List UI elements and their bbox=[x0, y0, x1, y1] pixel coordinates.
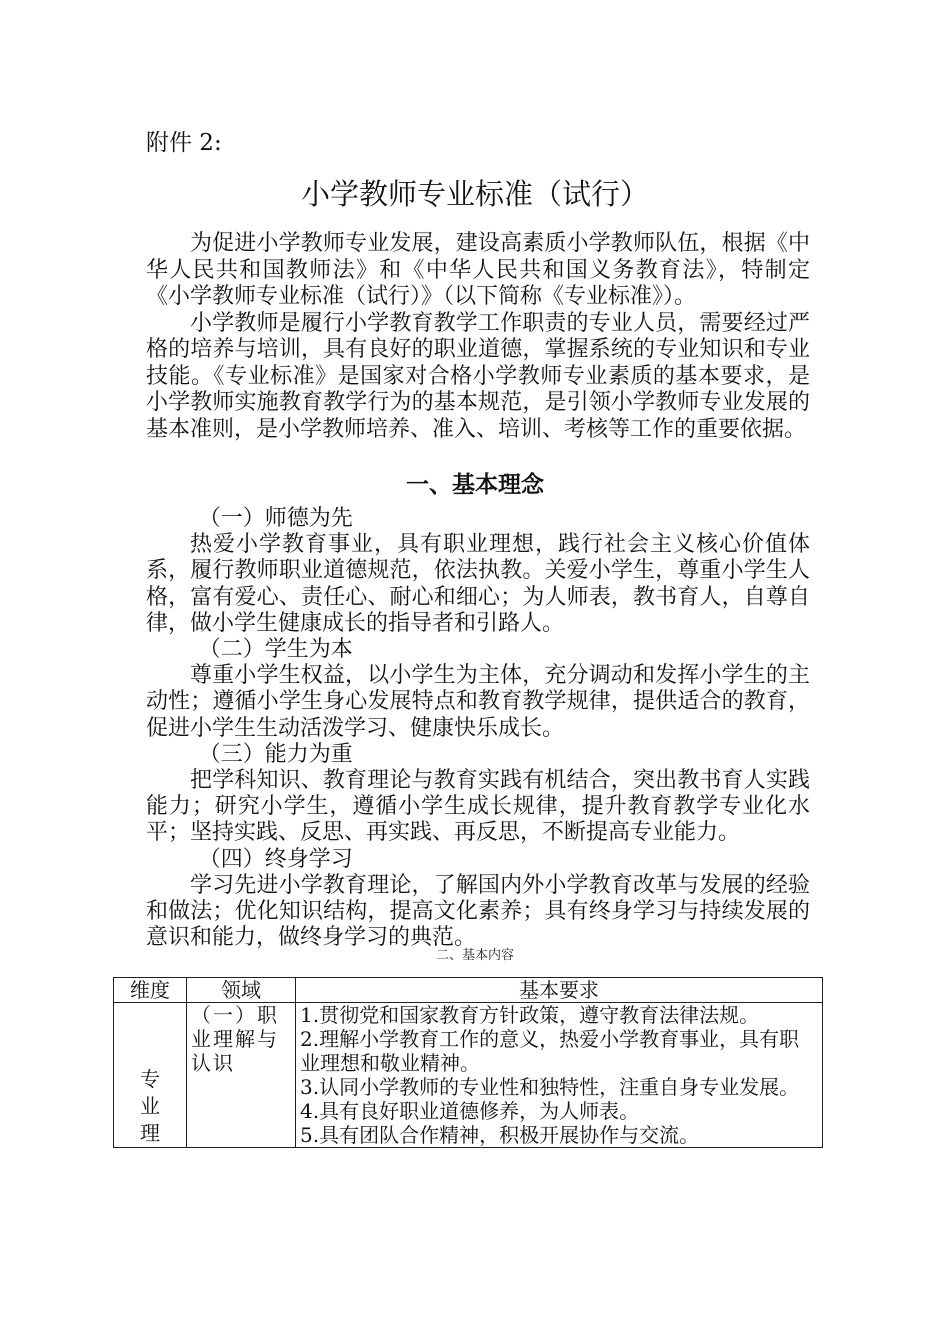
principle-text-2: 尊重小学生权益，以小学生为主体，充分调动和发挥小学生的主动性；遵循小学生身心发展特点和教育教学规律，提供适合的教育，促进小学生生动活泼学习、健康快乐成长。 bbox=[146, 663, 810, 741]
section-heading-basic-content: 二、基本内容 bbox=[435, 948, 514, 963]
principle-text-1: 热爱小学教育事业，具有职业理想，践行社会主义核心价值体系，履行教师职业道德规范，依法执教。关爱小学生，尊重小学生人格，富有爱心、责任心、耐心和细心；为人师表，教书育人，自尊自律，做小学生健康成长的指导者和引路人。 bbox=[146, 532, 810, 636]
header-domain: 领域 bbox=[187, 978, 296, 1003]
dimension-label: 专业理 bbox=[140, 1067, 160, 1145]
section-heading-basic-concepts: 一、基本理念 bbox=[406, 471, 544, 498]
principle-heading-2: （二）学生为本 bbox=[198, 637, 353, 663]
requirement-item: 5.具有团队合作精神，积极开展协作与交流。 bbox=[300, 1123, 700, 1147]
intro-paragraph-1: 为促进小学教师专业发展，建设高素质小学教师队伍，根据《中华人民共和国教师法》和《中华人民共和国义务教育法》，特制定《小学教师专业标准（试行）》（以下简称《专业标准》）。 bbox=[146, 231, 810, 309]
requirements-cell bbox=[296, 1003, 823, 1148]
attachment-label: 附件 2: bbox=[146, 130, 222, 156]
domain-cell bbox=[187, 1003, 296, 1148]
intro-paragraph-2: 小学教师是履行小学教育教学工作职责的专业人员，需要经过严格的培养与培训，具有良好的职业道德，掌握系统的专业知识和专业技能。《专业标准》是国家对合格小学教师专业素质的基本要求，是小学教师实施教育教学行为的基本规范，是引领小学教师专业发展的基本准则，是小学教师培养、准入、培训、考核等工作的重要依据。 bbox=[146, 310, 810, 442]
principle-heading-1: （一）师德为先 bbox=[198, 506, 353, 531]
table-header-row bbox=[114, 978, 823, 1003]
header-dimension: 维度 bbox=[114, 978, 187, 1003]
table-row bbox=[114, 1003, 823, 1148]
header-requirements: 基本要求 bbox=[296, 978, 823, 1003]
principles-list bbox=[146, 506, 810, 951]
requirement-item: 2.理解小学教育工作的意义，热爱小学教育事业，具有职业理想和敬业精神。 bbox=[300, 1027, 800, 1075]
intro-block bbox=[146, 231, 810, 443]
requirement-item: 4.具有良好职业道德修养，为人师表。 bbox=[300, 1099, 640, 1123]
dimension-cell bbox=[114, 1003, 187, 1148]
principle-text-3: 把学科知识、教育理论与教育实践有机结合，突出教书育人实践能力；研究小学生，遵循小学生成长规律，提升教育教学专业化水平；坚持实践、反思、再实践、再反思，不断提高专业能力。 bbox=[146, 768, 810, 846]
document-title: 小学教师专业标准（试行） bbox=[300, 177, 649, 211]
requirement-item: 1.贯彻党和国家教育方针政策，遵守教育法律法规。 bbox=[300, 1003, 760, 1027]
principle-heading-3: （三）能力为重 bbox=[198, 741, 353, 767]
requirement-item: 3.认同小学教师的专业性和独特性，注重自身专业发展。 bbox=[300, 1075, 800, 1099]
principle-text-4: 学习先进小学教育理论，了解国内外小学教育改革与发展的经验和做法；优化知识结构，提高文化素养；具有终身学习与持续发展的意识和能力，做终身学习的典范。 bbox=[146, 872, 810, 951]
standards-table bbox=[113, 977, 823, 1148]
principle-heading-4: （四）终身学习 bbox=[198, 846, 353, 872]
domain-label: （一）职业理解与认识 bbox=[191, 1003, 279, 1075]
